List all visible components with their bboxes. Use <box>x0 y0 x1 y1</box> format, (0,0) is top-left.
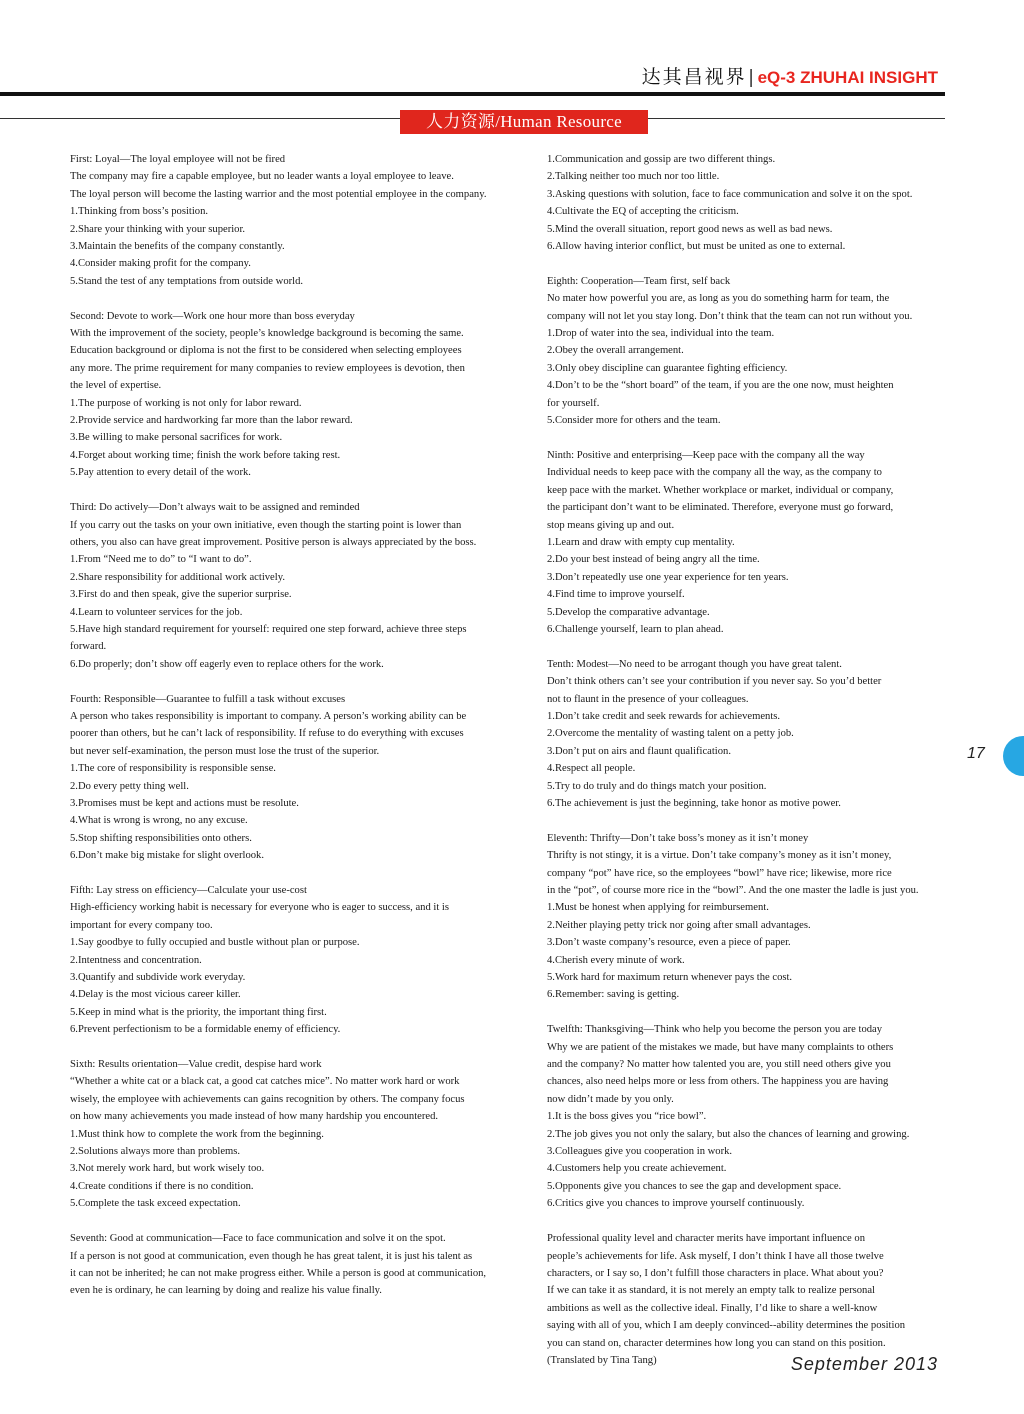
text-line: 1.Learn and draw with empty cup mentality. <box>547 536 735 548</box>
text-line: 5.Stand the test of any temptations from outside world. <box>70 275 304 287</box>
page-tab-marker <box>1003 736 1024 776</box>
left-column-paragraph <box>70 499 530 673</box>
paragraph-heading-line: 1.Communication and gossip are two different things. <box>547 154 776 165</box>
text-line: poorer than others, but he can’t lack of responsibility. If refuse to do everything with excuses <box>70 728 464 740</box>
text-line: wisely, the employee with achievements can gains recognition by others. The company focus <box>70 1093 465 1105</box>
left-column-paragraph <box>70 691 530 865</box>
text-line: 2.Provide service and hardworking far more than the labor reward. <box>70 415 353 427</box>
text-line: 3.Colleagues give you cooperation in work. <box>547 1146 733 1158</box>
text-line: 4.Find time to improve yourself. <box>547 589 685 601</box>
text-line: and the company? No matter how talented you are, you still need others give you <box>547 1059 891 1071</box>
header-rule-thick <box>0 92 945 96</box>
text-line: 6.Challenge yourself, learn to plan ahead. <box>547 623 724 635</box>
text-line: 5.Consider more for others and the team. <box>547 415 721 427</box>
text-line: saying with all of you, which I am deeply convinced--ability determines the position <box>547 1320 906 1332</box>
text-line: keep pace with the market. Whether workplace or market, individual or company, <box>547 484 894 496</box>
text-line: 4.Learn to volunteer services for the job. <box>70 606 243 618</box>
text-line: even he is ordinary, he can learning by doing and realize his value finally. <box>70 1285 382 1297</box>
left-column-paragraph <box>70 308 530 482</box>
text-line: No mater how powerful you are, as long as you do something harm for team, the <box>547 293 890 305</box>
paragraph-heading-line: Twelfth: Thanksgiving—Think who help you become the person you are today <box>547 1024 883 1036</box>
text-line: 4.Consider making profit for the company. <box>70 258 251 270</box>
paragraph-heading-line: Seventh: Good at communication—Face to face communication and solve it on the spot. <box>70 1233 446 1245</box>
text-line: stop means giving up and out. <box>547 519 675 531</box>
text-line: If you carry out the tasks on your own initiative, even though the starting point is lower than <box>70 519 462 531</box>
text-line: Thrifty is not stingy, it is a virtue. Don’t take company’s money as it isn’t money, <box>547 850 892 862</box>
paragraph-heading-line: Ninth: Positive and enterprising—Keep pace with the company all the way <box>547 449 865 461</box>
text-line: 1.Drop of water into the sea, individual into the team. <box>547 328 775 340</box>
text-line: 2.Talking neither too much nor too little. <box>547 171 720 183</box>
text-line: chances, also need helps more or less from others. The happiness you are having <box>547 1076 889 1088</box>
text-line: 1.Don’t take credit and seek rewards for achievements. <box>547 710 781 722</box>
paragraph-heading-line: Fifth: Lay stress on efficiency—Calculate your use-cost <box>70 885 307 896</box>
text-line: any more. The prime requirement for many companies to review employees is devotion, then <box>70 362 465 374</box>
text-line: 1.The purpose of working is not only for labor reward. <box>70 397 302 409</box>
text-line: 5.Mind the overall situation, report good news as well as bad news. <box>547 223 833 235</box>
text-line: 5.Complete the task exceed expectation. <box>70 1198 241 1210</box>
right-column-paragraph <box>547 1230 943 1369</box>
text-line: on how many achievements you made instead of how many hardship you encountered. <box>70 1111 439 1123</box>
text-line: 5.Opponents give you chances to see the gap and development space. <box>547 1180 842 1192</box>
text-line: now didn’t made by you only. <box>547 1093 674 1105</box>
text-line: If we can take it as standard, it is not merely an empty talk to realize personal <box>547 1285 875 1297</box>
text-line: 5.Have high standard requirement for yourself: required one step forward, achieve three steps <box>70 623 467 635</box>
text-line: 5.Develop the comparative advantage. <box>547 606 710 618</box>
text-line: 3.First do and then speak, give the superior surprise. <box>70 589 292 601</box>
text-line: 2.Do your best instead of being angry all the time. <box>547 554 760 566</box>
paragraph-heading-line: Tenth: Modest—No need to be arrogant though you have great talent. <box>547 658 842 670</box>
paragraph-heading-line: Second: Devote to work—Work one hour more than boss everyday <box>70 310 355 322</box>
text-line: 5.Stop shifting responsibilities onto others. <box>70 832 252 844</box>
text-line: 6.Remember: saving is getting. <box>547 989 680 1001</box>
paragraph-heading-line: Third: Do actively—Don’t always wait to be assigned and reminded <box>70 502 360 514</box>
text-line: 2.Overcome the mentality of wasting talent on a petty job. <box>547 728 794 740</box>
text-line: 1.From “Need me to do” to “I want to do”. <box>70 554 252 566</box>
text-line: 6.Don’t make big mistake for slight overlook. <box>70 850 264 862</box>
text-line: 5.Keep in mind what is the priority, the important thing first. <box>70 1006 327 1018</box>
text-line: 6.The achievement is just the beginning, take honor as motive power. <box>547 797 841 809</box>
text-line: 1.Must think how to complete the work from the beginning. <box>70 1128 324 1140</box>
text-line: 3.Maintain the benefits of the company constantly. <box>70 241 285 253</box>
text-line: 2.Do every petty thing well. <box>70 780 189 792</box>
text-line: A person who takes responsibility is important to company. A person’s working ability can be <box>70 710 467 722</box>
text-line: Individual needs to keep pace with the company all the way, as the company to <box>547 467 882 479</box>
paragraph-heading-line: Eighth: Cooperation—Team first, self back <box>547 275 731 287</box>
text-line: it can not be inherited; he can not make progress either. While a person is good at communication, <box>70 1267 487 1279</box>
section-banner: 人力资源/Human Resource <box>400 110 648 134</box>
masthead <box>642 62 938 90</box>
right-column-paragraph <box>547 830 943 1004</box>
text-line: 6.Critics give you chances to improve yourself continuously. <box>547 1198 805 1210</box>
paragraph-heading-line: First: Loyal—The loyal employee will not be fired <box>70 154 286 165</box>
text-line: The company may fire a capable employee, but no leader wants a loyal employee to leave. <box>70 171 454 183</box>
left-column-paragraph <box>70 151 530 290</box>
text-line: 4.Delay is the most vicious career killer. <box>70 989 241 1001</box>
text-line: important for every company too. <box>70 919 213 931</box>
text-line: 3.Don’t repeatedly use one year experience for ten years. <box>547 571 789 583</box>
right-column-paragraph <box>547 151 943 255</box>
right-column-paragraph <box>547 1021 943 1212</box>
text-line: 3.Asking questions with solution, face to face communication and solve it on the spot. <box>547 188 913 200</box>
masthead-chinese-title: 达其昌视界 <box>641 66 747 88</box>
text-line: company “pot” have rice, so the employees “bowl” have rice; likewise, more rice <box>547 867 892 879</box>
text-line: 2.The job gives you not only the salary, but also the chances of learning and growing. <box>547 1128 910 1140</box>
text-line: With the improvement of the society, people’s knowledge background is becoming the same. <box>70 328 464 340</box>
text-line: 6.Do properly; don’t show off eagerly even to replace others for the work. <box>70 658 384 670</box>
text-line: 2.Solutions always more than problems. <box>70 1146 241 1158</box>
text-line: forward. <box>70 641 107 653</box>
text-line: 1.The core of responsibility is responsible sense. <box>70 763 276 775</box>
masthead-english-title: eQ-3 ZHUHAI INSIGHT <box>757 68 938 87</box>
text-line: 5.Try to do truly and do things match your position. <box>547 780 767 792</box>
text-line: 5.Work hard for maximum return whenever pays the cost. <box>547 972 793 984</box>
right-text-column <box>547 151 943 1387</box>
text-line: 3.Be willing to make personal sacrifices for work. <box>70 432 283 444</box>
text-line: 4.Forget about working time; finish the work before taking rest. <box>70 449 341 461</box>
paragraph-heading-line: Fourth: Responsible—Guarantee to fulfill a task without excuses <box>70 693 346 705</box>
text-line: characters, or I say so, I don’t fulfill those characters in place. What about you? <box>547 1267 884 1279</box>
text-line: (Translated by Tina Tang) <box>547 1354 657 1366</box>
right-column-paragraph <box>547 447 943 638</box>
text-line: 2.Neither playing petty trick nor going after small advantages. <box>547 919 811 931</box>
text-line: others, you also can have great improvement. Positive person is always appreciated by the boss. <box>70 536 477 548</box>
text-line: 6.Allow having interior conflict, but must be united as one to external. <box>547 241 846 253</box>
text-line: 4.Create conditions if there is no condition. <box>70 1180 254 1192</box>
text-line: 6.Prevent perfectionism to be a formidable enemy of efficiency. <box>70 1024 341 1036</box>
text-line: 3.Quantify and subdivide work everyday. <box>70 972 246 984</box>
text-line: the participant don’t want to be eliminated. Therefore, everyone must go forward, <box>547 502 894 514</box>
text-line: Education background or diploma is not the first to be considered when selecting employees <box>70 345 462 357</box>
text-line: 4.Cultivate the EQ of accepting the criticism. <box>547 206 739 218</box>
text-line: Why we are patient of the mistakes we made, but have many complaints to others <box>547 1041 894 1053</box>
text-line: 2.Intentness and concentration. <box>70 954 202 966</box>
text-line: 3.Don’t put on airs and flaunt qualification. <box>547 745 731 757</box>
issue-date: September 2013 <box>790 1354 938 1374</box>
text-line: 3.Don’t waste company’s resource, even a piece of paper. <box>547 937 791 949</box>
text-line: 4.Don’t to be the “short board” of the team, if you are the one now, must heighten <box>547 380 894 392</box>
text-line: for yourself. <box>547 397 600 409</box>
text-line: the level of expertise. <box>70 380 162 392</box>
text-line: 1.It is the boss gives you “rice bowl”. <box>547 1111 707 1123</box>
text-line: 4.Respect all people. <box>547 763 636 775</box>
text-line: company will not let you stay long. Don’t think that the team can not run without you. <box>547 310 913 322</box>
text-line: you can stand on, character determines how long you can stand on this position. <box>547 1337 886 1349</box>
paragraph-heading-line: Professional quality level and character merits have important influence on <box>547 1233 865 1245</box>
left-column-paragraph <box>70 882 530 1039</box>
masthead-separator: | <box>748 67 754 88</box>
right-column-paragraph <box>547 656 943 813</box>
text-line: ambitions as well as the collective ideal. Finally, I’d like to share a well-know <box>547 1302 878 1314</box>
text-line: 1.Must be honest when applying for reimbursement. <box>547 902 769 914</box>
text-line: High-efficiency working habit is necessary for everyone who is eager to success, and it is <box>70 902 450 914</box>
left-column-paragraph <box>70 1056 530 1213</box>
text-line: not to flaunt in the presence of your colleagues. <box>547 693 749 705</box>
text-line: in the “pot”, of course more rice in the “bowl”. And the one master the ladle is just you. <box>547 885 919 896</box>
text-line: 3.Not merely work hard, but work wisely too. <box>70 1163 265 1175</box>
text-line: 1.Say goodbye to fully occupied and bustle without plan or purpose. <box>70 937 360 949</box>
text-line: but never self-examination, the person must lose the trust of the superior. <box>70 745 380 757</box>
text-line: people’s achievements for life. Ask myself, I don’t think I have all those twelve <box>547 1250 884 1262</box>
text-line: 5.Pay attention to every detail of the work. <box>70 467 251 479</box>
right-column-paragraph <box>547 273 943 430</box>
text-line: 2.Obey the overall arrangement. <box>547 345 684 357</box>
text-line: 1.Thinking from boss’s position. <box>70 206 209 218</box>
left-column-paragraph <box>70 1230 530 1300</box>
text-line: 2.Share responsibility for additional work actively. <box>70 571 285 583</box>
text-line: Don’t think others can’t see your contribution if you never say. So you’d better <box>547 676 882 688</box>
page-number: 17 <box>967 745 985 762</box>
text-line: 3.Promises must be kept and actions must be resolute. <box>70 797 299 809</box>
paragraph-heading-line: Sixth: Results orientation—Value credit, despise hard work <box>70 1059 322 1071</box>
paragraph-heading-line: Eleventh: Thrifty—Don’t take boss’s money as it isn’t money <box>547 832 809 844</box>
text-line: 4.Cherish every minute of work. <box>547 954 685 966</box>
text-line: The loyal person will become the lasting warrior and the most potential employee in the company. <box>70 188 487 200</box>
text-line: “Whether a white cat or a black cat, a good cat catches mice”. No matter work hard or work <box>70 1076 460 1088</box>
text-line: 4.Customers help you create achievement. <box>547 1163 727 1175</box>
text-line: 4.What is wrong is wrong, no any excuse. <box>70 815 248 827</box>
left-text-column <box>70 151 530 1317</box>
text-line: 3.Only obey discipline can guarantee fighting efficiency. <box>547 362 788 374</box>
text-line: 2.Share your thinking with your superior. <box>70 223 246 235</box>
text-line: If a person is not good at communication, even though he has great talent, it is just his talent as <box>70 1250 473 1262</box>
